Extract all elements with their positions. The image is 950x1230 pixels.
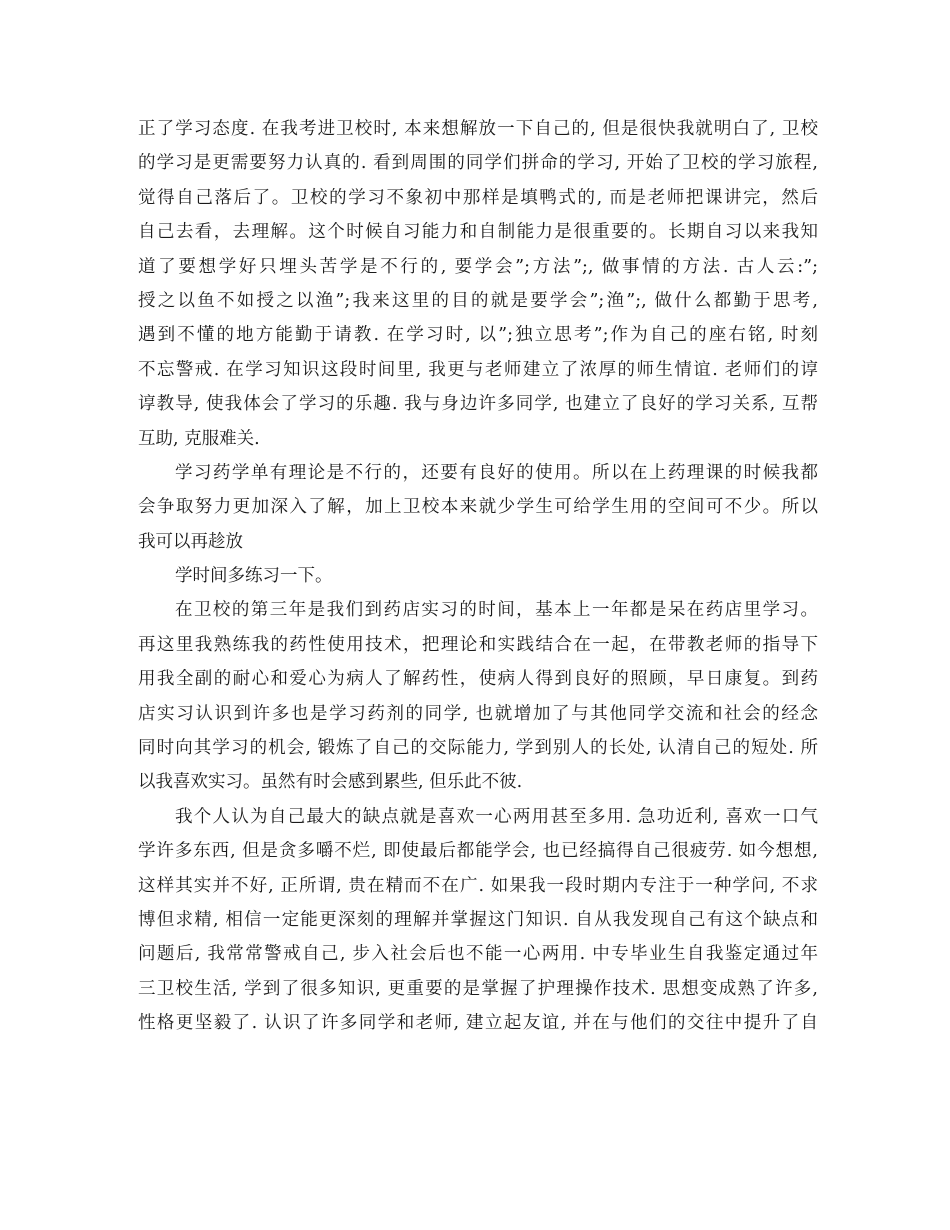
text-line: 博但求精, 相信一定能更深刻的理解并掌握这门知识. 自从我发现自己有这个缺点和 [138,909,818,930]
text-line: 以我喜欢实习。虽然有时会感到累些, 但乐此不彼. [138,772,523,793]
text-line: 三卫校生活, 学到了很多知识, 更重要的是掌握了护理操作技术. 思想变成熟了许多, [138,978,818,999]
body-text [138,112,818,1041]
text-line: 觉得自己落后了。卫校的学习不象初中那样是填鸭式的, 而是老师把课讲完，然后 [138,187,818,208]
text-line: 自己去看，去理解。这个时候自习能力和自制能力是很重要的。长期自习以来我知 [138,222,818,243]
text-line: 再这里我熟练我的药性使用技术，把理论和实践结合在一起，在带教老师的指导下 [138,634,818,655]
text-line: 我个人认为自己最大的缺点就是喜欢一心两用甚至多用. 急功近利, 喜欢一口气 [175,806,818,827]
text-line: 的学习是更需要努力认真的. 看到周围的同学们拼命的学习, 开始了卫校的学习旅程, [138,153,818,174]
text-line: 学许多东西, 但是贪多嚼不烂, 即使最后都能学会, 也已经搞得自己很疲劳. 如今想想, [138,841,818,862]
text-line: 授之以鱼不如授之以渔”;我来这里的目的就是要学会”;渔”;, 做什么都勤于思考, [138,290,818,311]
text-line: 在卫校的第三年是我们到药店实习的时间，基本上一年都是呆在药店里学习。 [175,600,818,621]
text-line: 性格更坚毅了. 认识了许多同学和老师, 建立起友谊, 并在与他们的交往中提升了自 [138,1013,818,1034]
text-line: 谆教导, 使我体会了学习的乐趣. 我与身边许多同学, 也建立了良好的学习关系, 互帮 [138,394,818,415]
text-line: 这样其实并不好, 正所谓, 贵在精而不在广. 如果我一段时期内专注于一种学问, 不求 [138,875,818,896]
text-line: 学时间多练习一下。 [175,566,333,587]
text-line: 同时向其学习的机会, 锻炼了自己的交际能力, 学到别人的长处, 认清自己的短处. 所 [138,738,818,759]
text-line: 互助, 克服难关. [138,428,260,449]
text-line: 不忘警戒. 在学习知识这段时间里, 我更与老师建立了浓厚的师生情谊. 老师们的谆 [138,359,818,380]
text-line: 会争取努力更加深入了解，加上卫校本来就少学生可给学生用的空间可不少。所以 [138,497,818,518]
text-line: 遇到不懂的地方能勤于请教. 在学习时, 以”;独立思考”;作为自己的座右铭, 时刻 [138,325,818,346]
text-line: 我可以再趁放 [138,531,243,552]
text-line: 问题后, 我常常警戒自己, 步入社会后也不能一心两用. 中专毕业生自我鉴定通过年 [138,944,818,965]
text-line: 用我全副的耐心和爱心为病人了解药性，使病人得到良好的照顾，早日康复。到药 [138,669,818,690]
text-line: 道了要想学好只埋头苦学是不行的, 要学会”;方法”;, 做事情的方法. 古人云:”; [138,256,818,277]
text-line: 学习药学单有理论是不行的，还要有良好的使用。所以在上药理课的时候我都 [175,462,818,483]
text-line: 正了学习态度. 在我考进卫校时, 本来想解放一下自己的, 但是很快我就明白了, 卫校 [138,119,818,139]
text-line: 店实习认识到许多也是学习药剂的同学, 也就增加了与其他同学交流和社会的经念 [138,703,818,724]
